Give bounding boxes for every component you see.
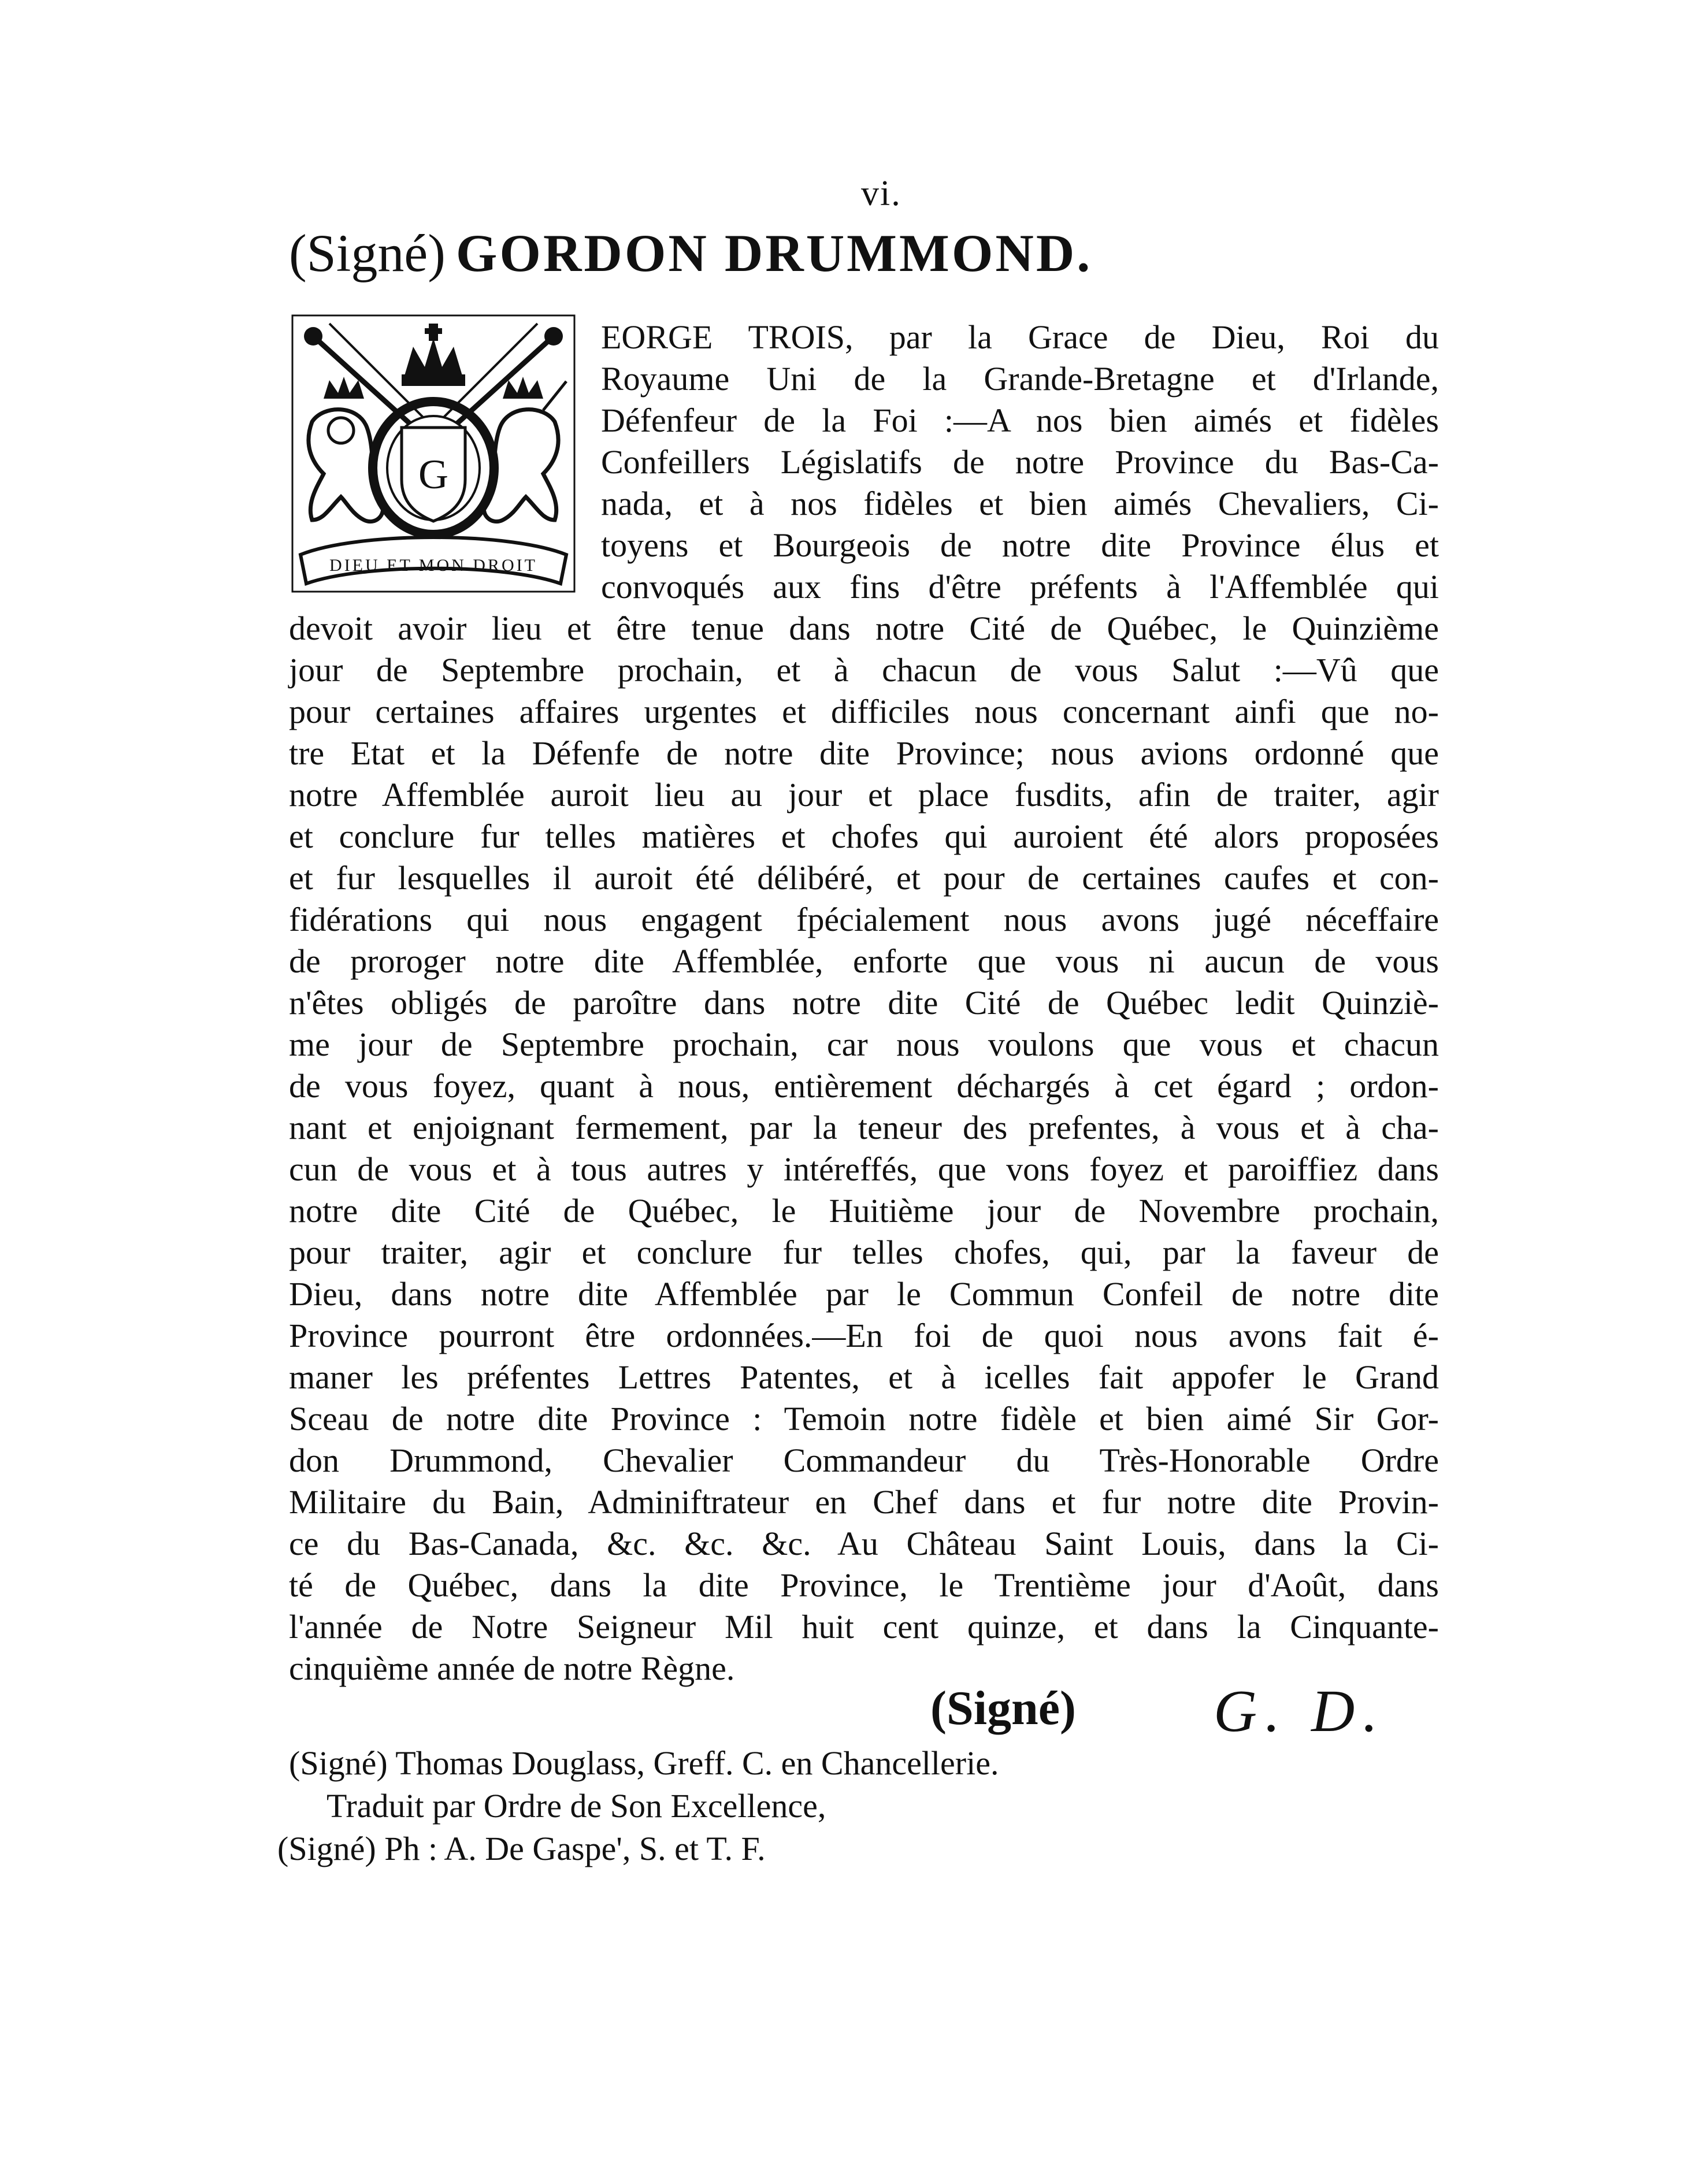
footer-line-translation: Traduit par Ordre de Son Excellence, [326, 1787, 826, 1825]
text-line: pour traiter, agir et conclure fur telles chofes, qui, par la faveur de [289, 1234, 1439, 1271]
text-line: cun de vous et à tous autres y intéreffés, que vons foyez et paroiffiez dans [289, 1150, 1439, 1188]
signatory-name: GORDON DRUMMOND. [455, 224, 1093, 283]
crest-letter: G [418, 451, 448, 497]
text-line: EORGE TROIS, par la Grace de Dieu, Roi du [601, 318, 1439, 356]
text-line: Dieu, dans notre dite Affemblée par le Commun Confeil de notre dite [289, 1275, 1439, 1313]
text-line: toyens et Bourgeois de notre dite Province élus et [601, 526, 1439, 564]
text-line: tre Etat et la Défenfe de notre dite Province; nous avions ordonné que [289, 734, 1439, 772]
text-line: Militaire du Bain, Adminiftrateur en Chef dans et fur notre dite Provin- [289, 1483, 1439, 1521]
proclamation-text [289, 317, 1439, 1689]
text-line: n'êtes obligés de paroître dans notre dite Cité de Québec ledit Quinziè- [289, 984, 1439, 1022]
footer-line-clerk: (Signé) Thomas Douglass, Greff. C. en Chancellerie. [289, 1744, 999, 1782]
text-line: don Drummond, Chevalier Commandeur du Très-Honorable Ordre [289, 1442, 1439, 1479]
text-line: fidérations qui nous engagent fpécialement nous avons jugé néceffaire [289, 901, 1439, 938]
text-line: maner les préfentes Lettres Patentes, et à icelles fait appofer le Grand [289, 1358, 1439, 1396]
text-line: nada, et à nos fidèles et bien aimés Chevaliers, Ci- [601, 485, 1439, 522]
text-line: devoit avoir lieu et être tenue dans notre Cité de Québec, le Quinzième [289, 610, 1439, 647]
text-line: ce du Bas-Canada, &c. &c. &c. Au Château Saint Louis, dans la Ci- [289, 1525, 1439, 1562]
text-line: et fur lesquelles il auroit été délibéré, et pour de certaines caufes et con- [289, 859, 1439, 897]
crest-motto: DIEU ET MON DROIT [329, 556, 537, 575]
footer-line-translator: (Signé) Ph : A. De Gaspe', S. et T. F. [277, 1830, 766, 1867]
signature-prefix: (Signé) [289, 224, 446, 283]
text-line: Défenfeur de la Foi :—A nos bien aimés et fidèles [601, 402, 1439, 439]
text-line: Royaume Uni de la Grande-Bretagne et d'Irlande, [601, 360, 1439, 398]
text-line: l'année de Notre Seigneur Mil huit cent quinze, et dans la Cinquante- [289, 1608, 1439, 1646]
text-line: de proroger notre dite Affemblée, enforte que vous ni aucun de vous [289, 942, 1439, 980]
signature-initials: G. D. [1214, 1678, 1386, 1744]
text-line: de vous foyez, quant à nous, entièrement déchargés à cet égard ; ordon- [289, 1067, 1439, 1105]
text-line: cinquième année de notre Règne. [289, 1650, 735, 1687]
signature-heading [289, 222, 1092, 284]
text-line: Province pourront être ordonnées.—En foi de quoi nous avons fait é- [289, 1317, 1439, 1354]
text-line: notre dite Cité de Québec, le Huitième jour de Novembre prochain, [289, 1192, 1439, 1230]
text-line: me jour de Septembre prochain, car nous voulons que vous et chacun [289, 1026, 1439, 1063]
text-line: nant et enjoignant fermement, par la teneur des prefentes, à vous et à cha- [289, 1109, 1439, 1146]
text-line: convoqués aux fins d'être préfents à l'Affemblée qui [601, 568, 1439, 606]
text-line: pour certaines affaires urgentes et difficiles nous concernant ainfi que no- [289, 693, 1439, 730]
text-line: et conclure fur telles matières et chofes qui auroient été alors proposées [289, 818, 1439, 855]
text-line: jour de Septembre prochain, et à chacun de vous Salut :—Vû que [289, 651, 1439, 689]
signature-block [930, 1680, 1450, 1761]
text-line: notre Affemblée auroit lieu au jour et place fusdits, afin de traiter, agir [289, 776, 1439, 814]
signature-label: (Signé) [930, 1681, 1076, 1735]
page-number: vi. [861, 174, 901, 213]
text-line: té de Québec, dans la dite Province, le Trentième jour d'Août, dans [289, 1566, 1439, 1604]
text-line: Sceau de notre dite Province : Temoin notre fidèle et bien aimé Sir Gor- [289, 1400, 1439, 1438]
text-line: Confeillers Législatifs de notre Province du Bas-Ca- [601, 443, 1439, 481]
